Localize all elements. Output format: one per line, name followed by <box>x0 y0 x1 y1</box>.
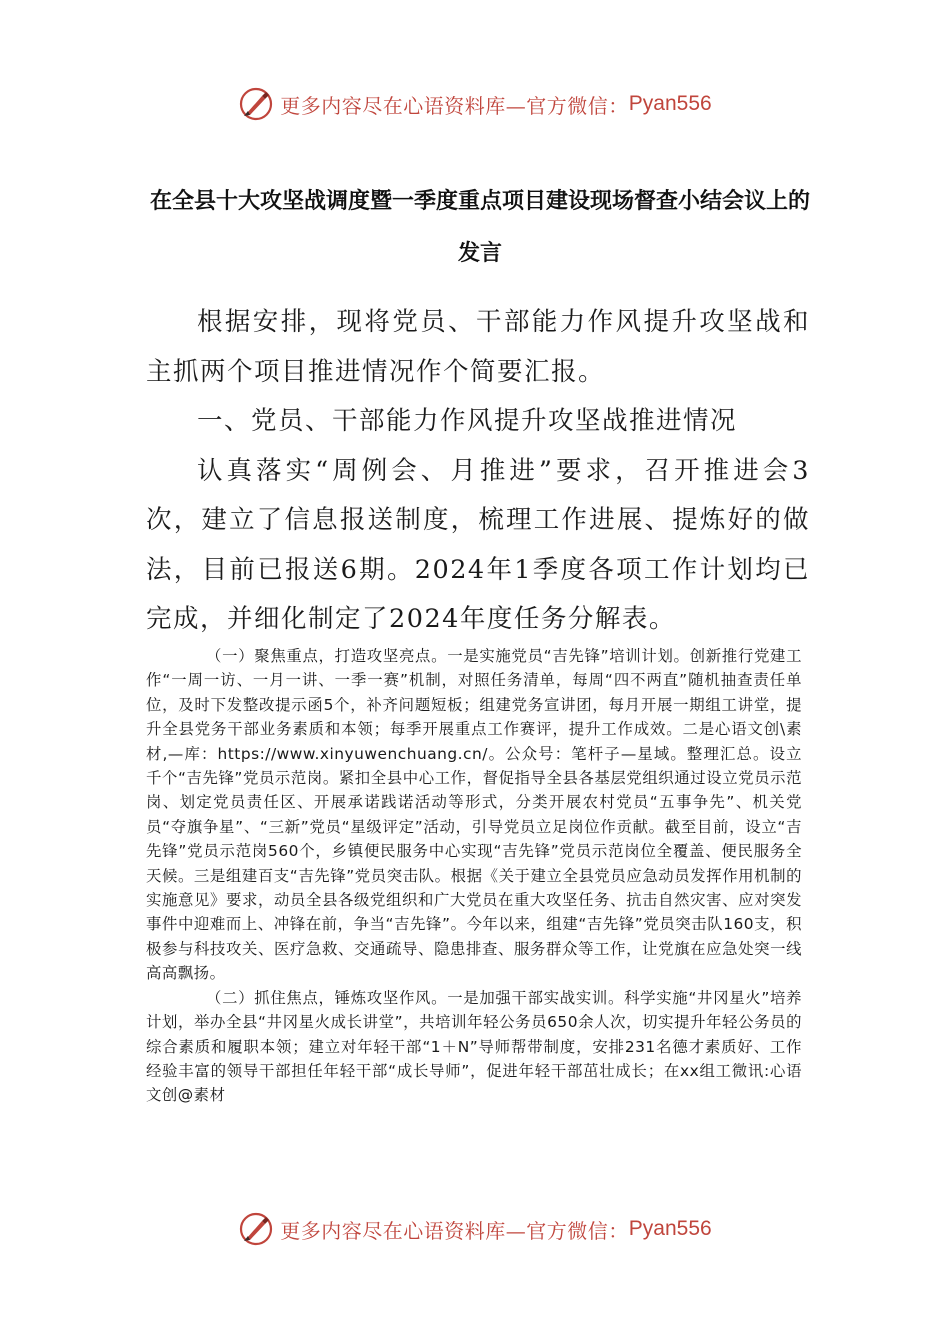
header-watermark-banner <box>0 80 950 128</box>
header-wechat-id: Pyan556 <box>628 92 712 115</box>
pen-logo-icon <box>238 86 274 122</box>
body-paragraph: （二）抓住焦点，锤炼攻坚作风。一是加强干部实战实训。科学实施“井冈星火”培养计划，举办全县“井冈星火成长讲堂”，共培训年轻公务员650余人次，切实提升年轻公务员的综合素质和履职本领；建立对年轻干部“1＋N”导师帮带制度，安排231名德才素质好、工作经验丰富的领导干部担任年轻干部“成长导师”，促进年轻干部茁壮成长；在xx组工微讯:心语文创@素材 <box>146 988 802 1105</box>
intro-paragraph: 根据安排，现将党员、干部能力作风提升攻坚战和主抓两个项目推进情况作个简要汇报。 <box>146 307 810 387</box>
intro-paragraph: 认真落实“周例会、月推进”要求，召开推进会3次，建立了信息报送制度，梳理工作进展、提炼好的做法，目前已报送6期。2024年1季度各项工作计划均已完成，并细化制定了2024年度任务分解表。 <box>146 455 810 634</box>
footer-watermark-banner <box>0 1205 950 1253</box>
footer-banner-text: 更多内容尽在心语资料库—官方微信： <box>280 1218 629 1243</box>
footer-wechat-id: Pyan556 <box>628 1217 712 1240</box>
header-banner-text: 更多内容尽在心语资料库—官方微信： <box>280 93 629 118</box>
intro-section <box>146 298 810 645</box>
body-paragraph: （一）聚焦重点，打造攻坚亮点。一是实施党员“吉先锋”培训计划。创新推行党建工作“一周一访、一月一讲、一季一赛”机制，对照任务清单，每周“四不两直”随机抽查责任单位，及时下发整改提示函5个，补齐问题短板；组建党务宣讲团，每月开展一期组工讲堂，提升全县党务干部业务素质和本领；每季开展重点工作赛评，提升工作成效。二是心语文创\素材,—库：https://www.xinyuwenchuang.cn/。公众号：笔杆子—星域。整理汇总。设立千个“吉先锋”党员示范岗。紧扣全县中心工作，督促指导全县各基层党组织通过设立党员示范岗、划定党员责任区、开展承诺践诺活动等形式，分类开展农村党员“五事争先”、机关党员“夺旗争星”、“三新”党员“星级评定”活动，引导党员立足岗位作贡献。截至目前，设立“吉先锋”党员示范岗560个，乡镇便民服务中心实现“吉先锋”党员示范岗位全覆盖、便民服务全天候。三是组建百支“吉先锋”党员突击队。根据《关于建立全县党员应急动员发挥作用机制的实施意见》要求，动员全县各级党组织和广大党员在重大攻坚任务、抗击自然灾害、应对突发事件中迎难而上、冲锋在前，争当“吉先锋”。今年以来，组建“吉先锋”党员突击队160支，积极参与科技攻关、医疗急救、交通疏导、隐患排查、服务群众等工作，让党旗在应急处突一线高高飘扬。 <box>146 647 802 983</box>
document-title: 在全县十大攻坚战调度暨一季度重点项目建设现场督查小结会议上的发言 <box>149 189 810 266</box>
section-heading: 一、党员、干部能力作风提升攻坚战推进情况 <box>197 406 738 436</box>
body-section <box>146 644 802 1108</box>
pen-logo-icon <box>238 1211 274 1247</box>
